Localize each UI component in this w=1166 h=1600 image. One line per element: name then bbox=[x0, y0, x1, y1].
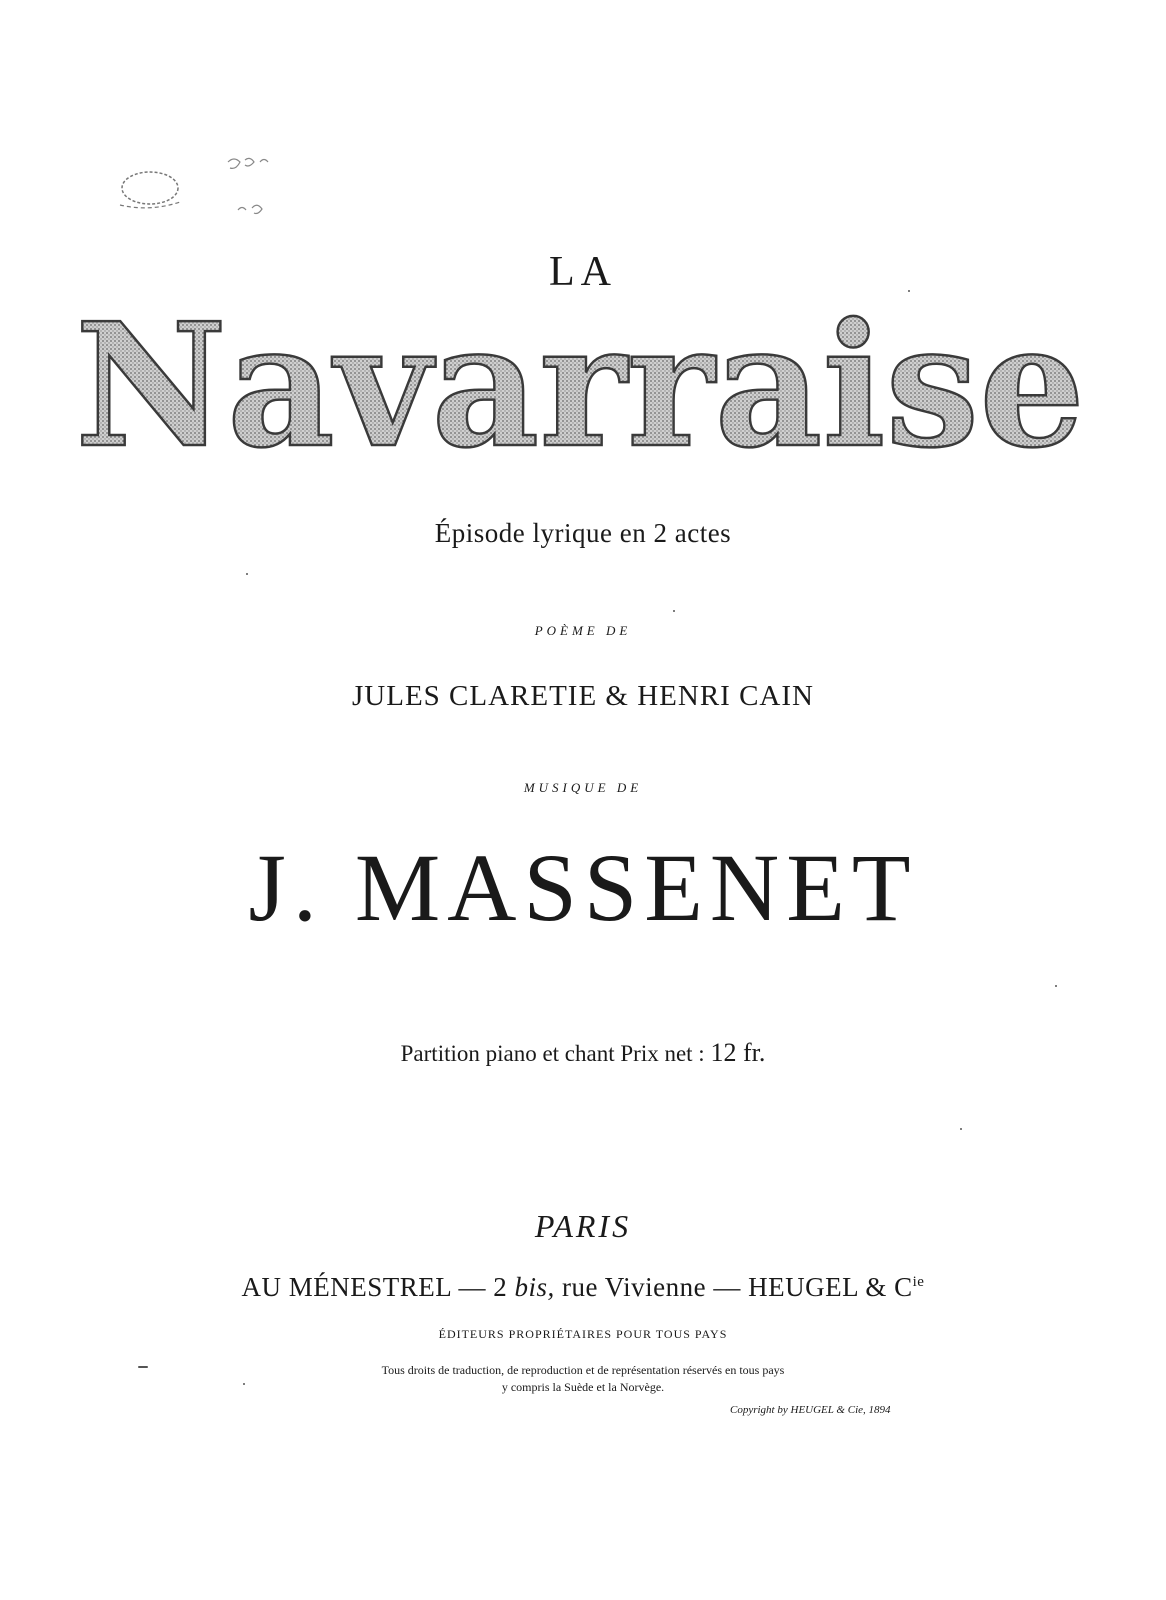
music-label: MUSIQUE DE bbox=[523, 780, 643, 795]
copyright-notice: Copyright by HEUGEL & Cie, 1894 bbox=[730, 1404, 891, 1416]
scan-speck bbox=[246, 573, 248, 575]
publisher-bis: bis, bbox=[514, 1272, 555, 1302]
scan-speck bbox=[243, 1383, 245, 1385]
edition-text: Partition piano et chant Prix net : bbox=[400, 1041, 705, 1066]
subtitle: Épisode lyrique en 2 actes bbox=[434, 518, 732, 548]
scan-speck bbox=[1055, 985, 1057, 987]
libretto-label: POÈME DE bbox=[534, 623, 632, 638]
edition-info bbox=[0, 1038, 1166, 1068]
editeurs-line: ÉDITEURS PROPRIÉTAIRES POUR TOUS PAYS bbox=[438, 1327, 728, 1341]
scan-speck bbox=[138, 1366, 148, 1368]
composer: J. MASSENET bbox=[248, 834, 918, 941]
publisher-prefix: AU MÉNESTREL — 2 bbox=[241, 1272, 515, 1302]
library-stamp bbox=[110, 150, 310, 240]
main-title bbox=[70, 300, 1090, 470]
scan-speck bbox=[908, 290, 910, 292]
publisher-street: rue Vivienne — HEUGEL & C bbox=[554, 1272, 913, 1302]
imprint-city: PARIS bbox=[534, 1208, 632, 1244]
rights-line-1: Tous droits de traduction, de reproduction et de représentation réservés en tous pays bbox=[381, 1363, 785, 1377]
scan-speck bbox=[673, 610, 675, 612]
main-title-text: Navarraise bbox=[75, 300, 1085, 470]
title-article: LA bbox=[549, 249, 617, 295]
publisher-line bbox=[0, 1272, 1166, 1303]
edition-price: 12 fr. bbox=[710, 1038, 766, 1067]
librettists: JULES CLARETIE & HENRI CAIN bbox=[352, 680, 814, 712]
scan-speck bbox=[960, 1128, 962, 1130]
rights-line-2: y compris la Suède et la Norvège. bbox=[501, 1380, 665, 1394]
publisher-sup: ie bbox=[912, 1274, 925, 1290]
